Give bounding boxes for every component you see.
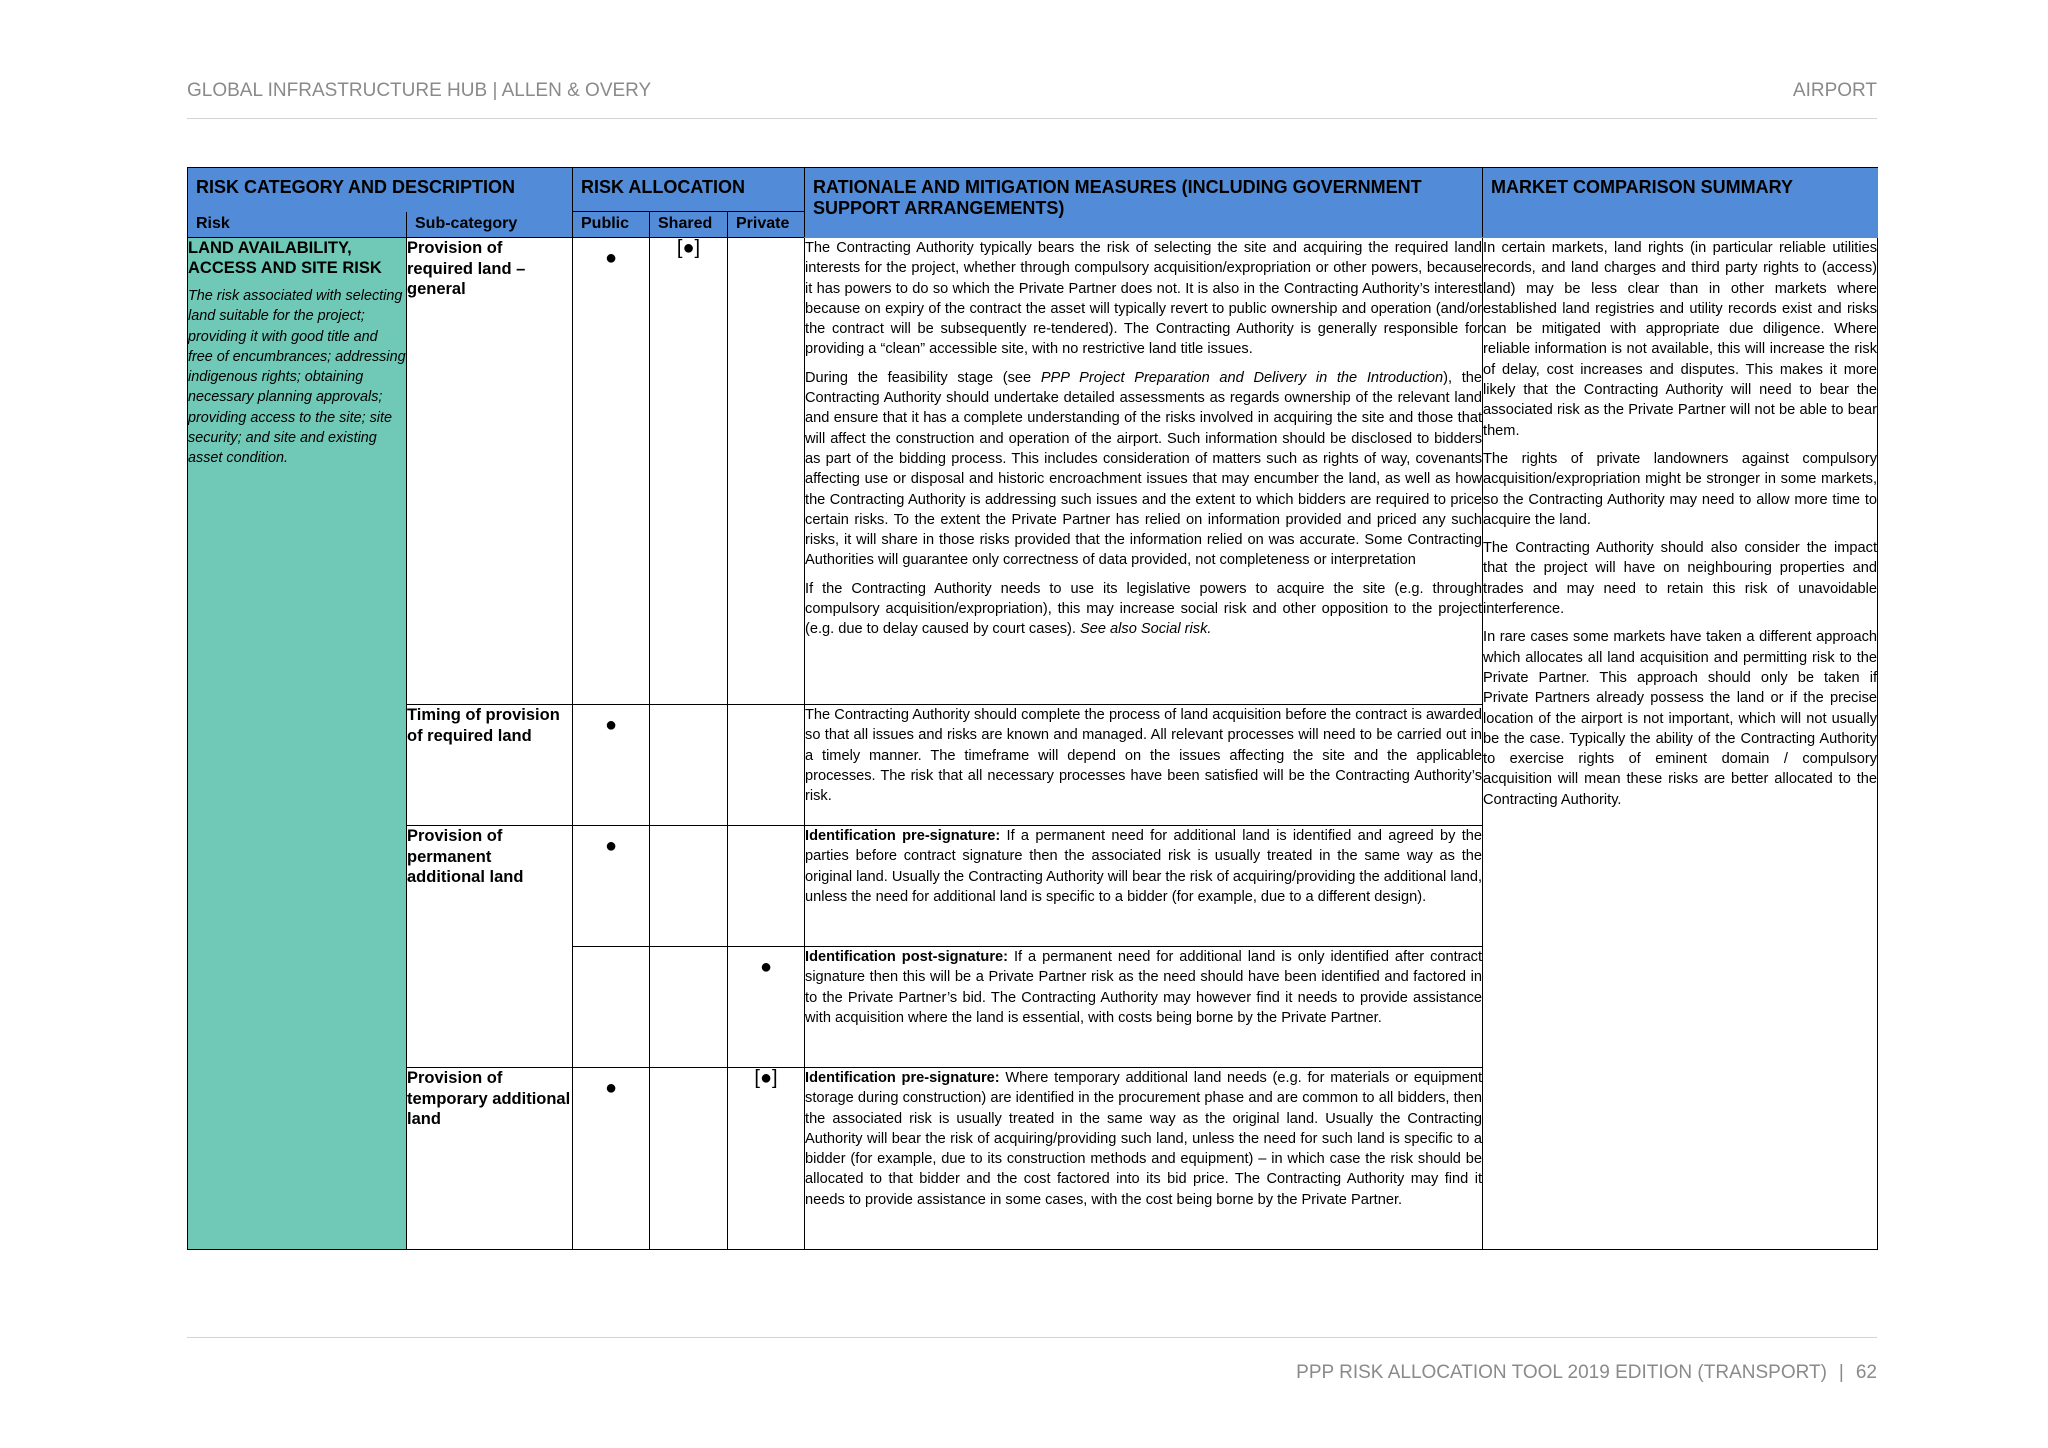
shared-mark <box>650 947 728 1068</box>
public-mark: ● <box>573 238 650 705</box>
header-left: GLOBAL INFRASTRUCTURE HUB | ALLEN & OVERY <box>187 80 652 101</box>
page-header <box>187 78 1877 119</box>
subcategory-cell: Provision of permanent additional land <box>407 826 573 1068</box>
table-row <box>188 238 1878 705</box>
public-mark: ● <box>573 1068 650 1250</box>
shared-mark <box>650 705 728 826</box>
risk-description: The risk associated with selecting land suitable for the project; providing it with good title and free of encumbrances; addressing indigenous rights; obtaining necessary planning approvals; providing access to the site; site security; and site and existing asset condition. <box>188 288 406 467</box>
footer-separator: | <box>1838 1362 1844 1383</box>
subcategory-cell: Timing of provision of required land <box>407 705 573 826</box>
rationale-cell: Identification pre-signature: Where temporary additional land needs (e.g. for materials or equipment storage during construction) are identified in the procurement phase and are common to all bidders, then the associated risk is usually treated in the same way as the original land. Usually the Contracting Authority will bear the risk of acquiring/providing such land, unless the need for such land is specific to a bidder (for example, due to its construction methods and equipment) – in which case the risk should be allocated to that bidder and the cost factored into its bid price. The Contracting Authority may find it needs to provide assistance in some cases, with the cost being borne by the Private Partner. <box>805 1068 1483 1250</box>
page-footer <box>187 1337 1877 1388</box>
private-mark: ● <box>728 947 805 1068</box>
header-risk: Risk <box>188 212 407 238</box>
public-mark: ● <box>573 705 650 826</box>
header-risk-category: RISK CATEGORY AND DESCRIPTION <box>188 168 573 212</box>
footer-title: PPP RISK ALLOCATION TOOL 2019 EDITION (TRANSPORT) <box>1296 1362 1827 1383</box>
header-risk-allocation: RISK ALLOCATION <box>573 168 805 212</box>
public-mark <box>573 947 650 1068</box>
page-number: 62 <box>1855 1362 1877 1383</box>
shared-mark <box>650 1068 728 1250</box>
market-comparison-cell: In certain markets, land rights (in particular reliable utilities records, and land charges and third party rights to (access) land) may be less clear than in other markets where established land registries and utility records exist and risks can be mitigated with appropriate due diligence. Where reliable information is not available, this will increase the risk of delay, cost increases and disputes. This makes it more likely that the Contracting Authority will need to bear the associated risk as the Private Partner will not be able to bear them. The rights of private landowners against compulsory acquisition/expropriation might be stronger in some markets, so the Contracting Authority may need to allow more time to acquire the land. The Contracting Authority should also consider the impact that the project will have on neighbouring properties and trades and may need to retain this risk of unavoidable interference. In rare cases some markets have taken a different approach which allocates all land acquisition and permitting risk to the Private Partner. This approach should only be taken if Private Partners already possess the land or if the precise location of the airport is not important, which will not usually be the case. Typically the ability of the Contracting Authority to exercise rights of eminent domain / compulsory acquisition will mean these risks are better allocated to the Contracting Authority. <box>1483 238 1878 1250</box>
subcategory-cell: Provision of temporary additional land <box>407 1068 573 1250</box>
shared-mark <box>650 826 728 947</box>
private-mark <box>728 826 805 947</box>
rationale-cell: Identification pre-signature: If a permanent need for additional land is identified and agreed by the parties before contract signature then the associated risk is usually treated in the same way as the original land. Usually the Contracting Authority will bear the risk of acquiring/providing the additional land, unless the need for additional land is specific to a bidder (for example, due to a different design). <box>805 826 1483 947</box>
risk-title: LAND AVAILABILITY, ACCESS AND SITE RISK <box>188 239 382 277</box>
header-market-comparison: MARKET COMPARISON SUMMARY <box>1483 168 1878 238</box>
shared-mark: [●] <box>650 238 728 705</box>
risk-category-cell <box>188 238 407 1250</box>
risk-allocation-table <box>187 167 1878 1250</box>
header-rationale: RATIONALE AND MITIGATION MEASURES (INCLUDING GOVERNMENT SUPPORT ARRANGEMENTS) <box>805 168 1483 238</box>
rationale-cell: The Contracting Authority should complete the process of land acquisition before the contract is awarded so that all issues and risks are known and managed. All relevant processes will need to be carried out in a timely manner. The timeframe will depend on the issues affecting the site and the applicable processes. The risk that all necessary processes have been satisfied will be the Contracting Authority’s risk. <box>805 705 1483 826</box>
private-mark <box>728 238 805 705</box>
header-subcategory: Sub-category <box>407 212 573 238</box>
private-mark <box>728 705 805 826</box>
header-public: Public <box>573 212 650 238</box>
public-mark: ● <box>573 826 650 947</box>
subcategory-cell: Provision of required land – general <box>407 238 573 705</box>
rationale-cell: The Contracting Authority typically bears the risk of selecting the site and acquiring the required land interests for the project, whether through compulsory acquisition/expropriation or other powers, because it has powers to do so which the Private Partner does not. It is also in the Contracting Authority’s interest because on expiry of the contract the asset will typically revert to public ownership and operation (and/or the contract will be subsequently re-tendered). The Contracting Authority is generally responsible for providing a “clean” accessible site, with no restrictive land title issues. During the feasibility stage (see PPP Project Preparation and Delivery in the Introduction), the Contracting Authority should undertake detailed assessments as regards ownership of the relevant land and ensure that it has a complete understanding of the risks involved in acquiring the site and those that will affect the construction and operation of the airport. Such information should be disclosed to bidders as part of the bidding process. This includes consideration of matters such as rights of way, covenants affecting use or disposal and historic encroachment issues that may encumber the land, as well as how the Contracting Authority is addressing such issues and the extent to which bidders are required to price certain risks. To the extent the Private Partner has relied on information provided and priced any such risks, it will share in those risks provided that the information relied on was accurate. Some Contracting Authorities will guarantee only correctness of data provided, not completeness or interpretation If the Contracting Authority needs to use its legislative powers to acquire the site (e.g. through compulsory acquisition/expropriation), this may increase social risk and other opposition to the project (e.g. due to delay caused by court cases). See also Social risk. <box>805 238 1483 705</box>
header-private: Private <box>728 212 805 238</box>
rationale-cell: Identification post-signature: If a permanent need for additional land is only identified after contract signature then this will be a Private Partner risk as the need should have been identified and factored in to the Private Partner’s bid. The Contracting Authority may however find it needs to provide assistance with acquisition where the land is essential, with costs being borne by the Private Partner. <box>805 947 1483 1068</box>
private-mark: [●] <box>728 1068 805 1250</box>
header-right: AIRPORT <box>1792 80 1877 101</box>
header-shared: Shared <box>650 212 728 238</box>
